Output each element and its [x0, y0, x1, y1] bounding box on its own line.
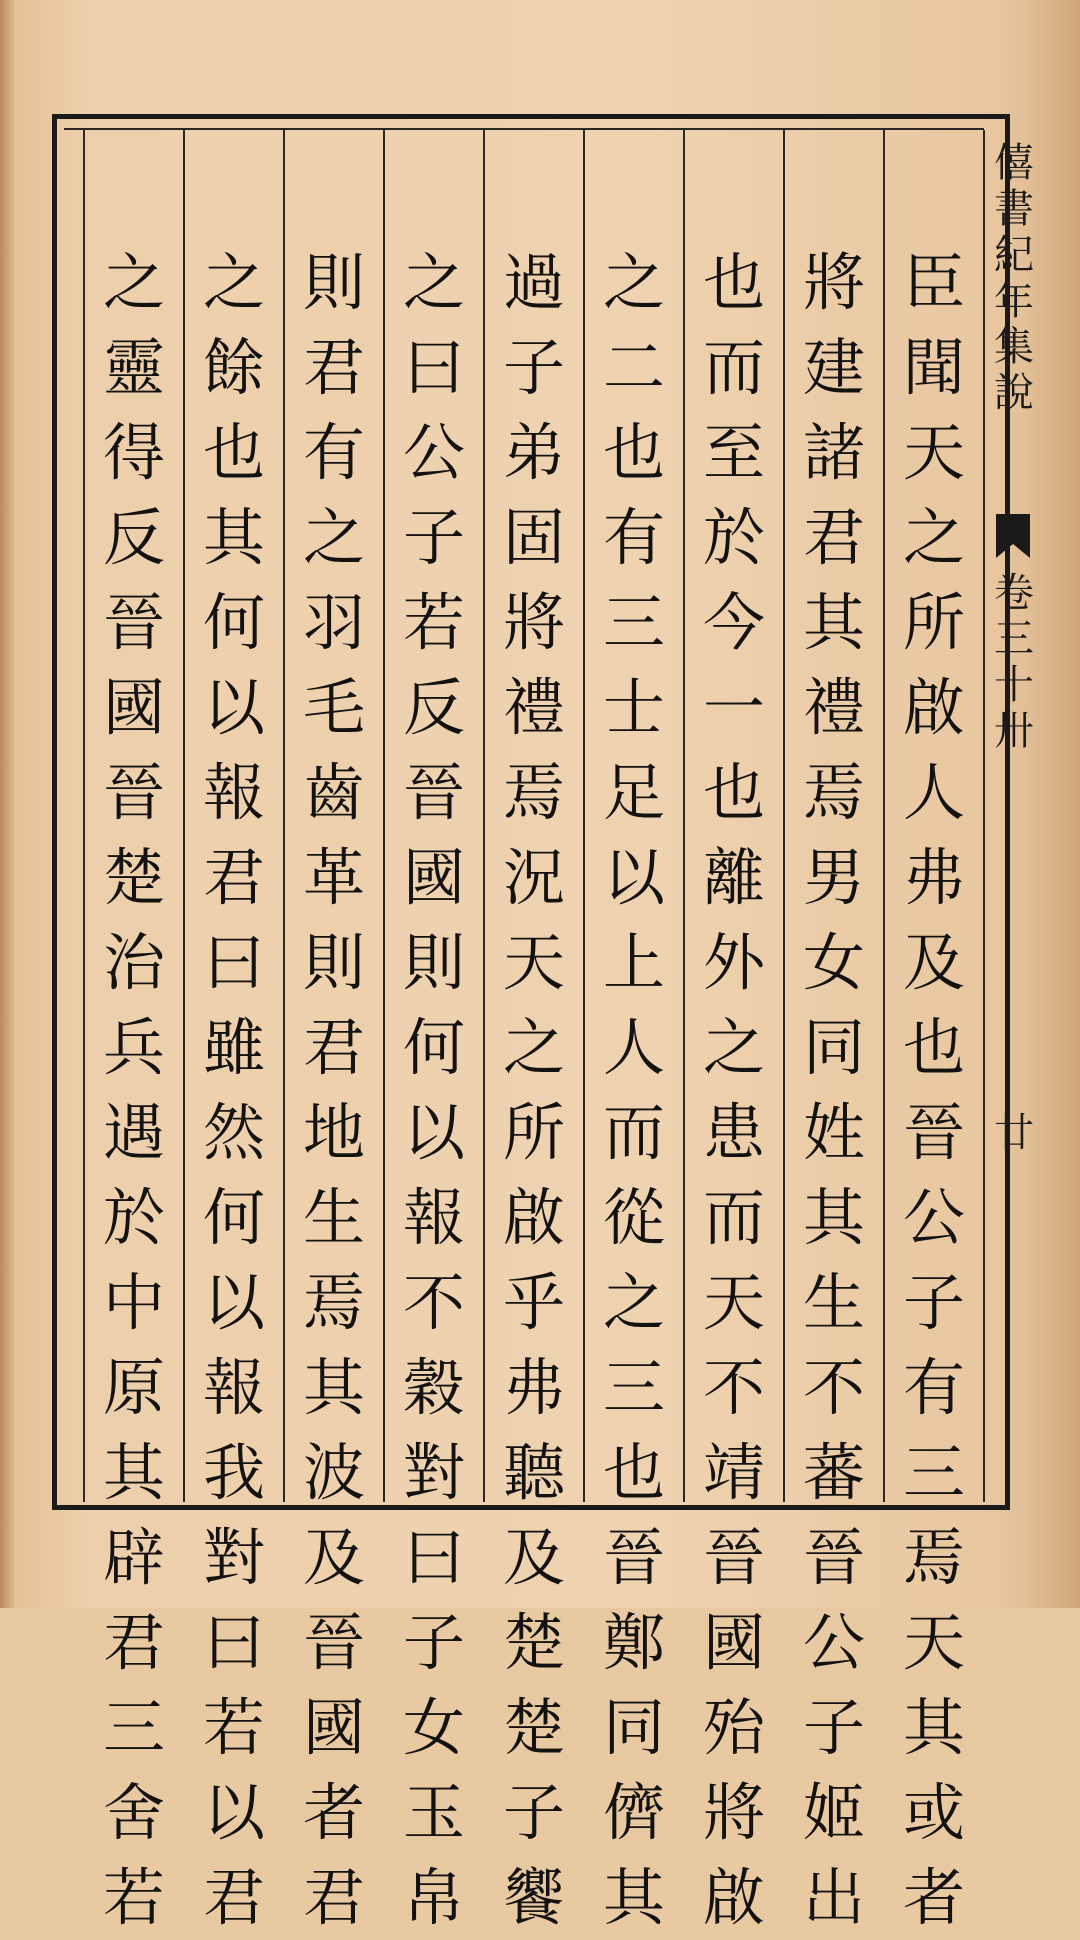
- glyph: 今: [702, 586, 765, 659]
- glyph: 子: [902, 1266, 965, 1339]
- glyph: 三: [602, 586, 665, 659]
- glyph: 以: [202, 1266, 265, 1339]
- text-column: [184, 240, 284, 1934]
- margin-juan-label: 卷 三 十 卅: [994, 570, 1034, 754]
- glyph: 公: [402, 416, 465, 489]
- glyph: 報: [202, 756, 265, 829]
- glyph: 諸: [802, 416, 865, 489]
- glyph: 晉: [902, 1096, 965, 1169]
- glyph: 男: [802, 841, 865, 914]
- glyph: 之: [302, 501, 365, 574]
- glyph: 齒: [302, 756, 365, 829]
- glyph: 而: [602, 1096, 665, 1169]
- glyph: 人: [902, 756, 965, 829]
- glyph: 君: [202, 841, 265, 914]
- text-column: [784, 240, 884, 1934]
- glyph: 曰: [202, 926, 265, 999]
- glyph: 君: [302, 1861, 365, 1934]
- glyph: 則: [302, 246, 365, 319]
- glyph: 之: [902, 501, 965, 574]
- glyph: 鄭: [602, 1606, 665, 1679]
- glyph: 反: [102, 501, 165, 574]
- glyph: 之: [702, 1011, 765, 1084]
- glyph: 之: [602, 1266, 665, 1339]
- glyph: 則: [302, 926, 365, 999]
- glyph: 靖: [702, 1436, 765, 1509]
- glyph: 玉: [402, 1776, 465, 1849]
- page-binding-edge: [0, 0, 14, 1608]
- glyph: 其: [102, 1436, 165, 1509]
- glyph: 楚: [102, 841, 165, 914]
- glyph: 子: [402, 1606, 465, 1679]
- glyph: 殆: [702, 1691, 765, 1764]
- glyph: 也: [702, 756, 765, 829]
- glyph: 三: [102, 1691, 165, 1764]
- glyph: 者: [302, 1776, 365, 1849]
- glyph: 若: [102, 1861, 165, 1934]
- glyph: 弟: [502, 416, 565, 489]
- glyph: 女: [402, 1691, 465, 1764]
- glyph: 禮: [802, 671, 865, 744]
- text-column: [684, 240, 784, 1934]
- glyph: 中: [102, 1266, 165, 1339]
- glyph: 君: [802, 501, 865, 574]
- glyph: 生: [802, 1266, 865, 1339]
- glyph: 禮: [502, 671, 565, 744]
- glyph: 及: [302, 1521, 365, 1594]
- glyph: 將: [702, 1776, 765, 1849]
- margin-page-number: 廿: [994, 1110, 1034, 1156]
- glyph: 姬: [802, 1776, 865, 1849]
- glyph: 足: [602, 756, 665, 829]
- glyph: 君: [302, 1011, 365, 1084]
- glyph: 子: [502, 331, 565, 404]
- glyph: 之: [202, 246, 265, 319]
- glyph: 或: [902, 1776, 965, 1849]
- glyph: 君: [302, 331, 365, 404]
- glyph: 建: [802, 331, 865, 404]
- glyph: 其: [802, 586, 865, 659]
- glyph: 焉: [502, 756, 565, 829]
- glyph: 天: [502, 926, 565, 999]
- glyph: 我: [202, 1436, 265, 1509]
- glyph: 以: [202, 671, 265, 744]
- glyph: 所: [502, 1096, 565, 1169]
- glyph: 以: [202, 1776, 265, 1849]
- glyph: 二: [602, 331, 665, 404]
- glyph: 報: [202, 1351, 265, 1424]
- glyph: 天: [702, 1266, 765, 1339]
- glyph: 焉: [302, 1266, 365, 1339]
- glyph: 三: [902, 1436, 965, 1509]
- glyph: 穀: [402, 1351, 465, 1424]
- text-column: [284, 240, 384, 1934]
- glyph: 君: [202, 1861, 265, 1934]
- glyph: 然: [202, 1096, 265, 1169]
- glyph: 對: [202, 1521, 265, 1594]
- glyph: 帛: [402, 1861, 465, 1934]
- glyph: 生: [302, 1181, 365, 1254]
- glyph: 其: [902, 1691, 965, 1764]
- glyph: 有: [602, 501, 665, 574]
- glyph: 報: [402, 1181, 465, 1254]
- glyph: 晉: [102, 756, 165, 829]
- glyph: 患: [702, 1096, 765, 1169]
- glyph: 而: [702, 1181, 765, 1254]
- glyph: 其: [302, 1351, 365, 1424]
- glyph: 者: [902, 1861, 965, 1934]
- glyph: 也: [902, 1011, 965, 1084]
- fish-tail-icon: [996, 514, 1030, 558]
- glyph: 其: [202, 501, 265, 574]
- glyph: 則: [402, 926, 465, 999]
- glyph: 所: [902, 586, 965, 659]
- glyph: 而: [702, 331, 765, 404]
- glyph: 過: [502, 246, 565, 319]
- glyph: 有: [302, 416, 365, 489]
- glyph: 蕃: [802, 1436, 865, 1509]
- glyph: 三: [602, 1351, 665, 1424]
- glyph: 同: [602, 1691, 665, 1764]
- glyph: 弗: [902, 841, 965, 914]
- glyph: 舍: [102, 1776, 165, 1849]
- glyph: 何: [402, 1011, 465, 1084]
- glyph: 辟: [102, 1521, 165, 1594]
- glyph: 治: [102, 926, 165, 999]
- glyph: 公: [802, 1606, 865, 1679]
- glyph: 儕: [602, 1776, 665, 1849]
- glyph: 之: [402, 246, 465, 319]
- glyph: 革: [302, 841, 365, 914]
- glyph: 之: [102, 246, 165, 319]
- glyph: 地: [302, 1096, 365, 1169]
- glyph: 公: [902, 1181, 965, 1254]
- glyph: 楚: [502, 1606, 565, 1679]
- glyph: 天: [902, 1606, 965, 1679]
- glyph: 反: [402, 671, 465, 744]
- glyph: 上: [602, 926, 665, 999]
- glyph: 不: [402, 1266, 465, 1339]
- glyph: 聞: [902, 331, 965, 404]
- glyph: 曰: [402, 1521, 465, 1594]
- glyph: 啟: [702, 1861, 765, 1934]
- glyph: 外: [702, 926, 765, 999]
- glyph: 弗: [502, 1351, 565, 1424]
- glyph: 焉: [802, 756, 865, 829]
- glyph: 也: [202, 416, 265, 489]
- glyph: 子: [402, 501, 465, 574]
- glyph: 女: [802, 926, 865, 999]
- glyph: 毛: [302, 671, 365, 744]
- glyph: 餘: [202, 331, 265, 404]
- glyph: 何: [202, 586, 265, 659]
- glyph: 也: [702, 246, 765, 319]
- glyph: 國: [302, 1691, 365, 1764]
- glyph: 國: [402, 841, 465, 914]
- text-column: [484, 240, 584, 1934]
- glyph: 對: [402, 1436, 465, 1509]
- glyph: 國: [102, 671, 165, 744]
- glyph: 於: [102, 1181, 165, 1254]
- glyph: 臣: [902, 246, 965, 319]
- glyph: 若: [202, 1691, 265, 1764]
- glyph: 以: [402, 1096, 465, 1169]
- glyph: 靈: [102, 331, 165, 404]
- text-column: [84, 240, 184, 1934]
- glyph: 其: [602, 1861, 665, 1934]
- glyph: 子: [802, 1691, 865, 1764]
- glyph: 及: [902, 926, 965, 999]
- glyph: 將: [502, 586, 565, 659]
- glyph: 得: [102, 416, 165, 489]
- glyph: 兵: [102, 1011, 165, 1084]
- glyph: 聽: [502, 1436, 565, 1509]
- glyph: 之: [602, 246, 665, 319]
- text-column: [584, 240, 684, 1934]
- frame-inner-rule: [64, 128, 984, 130]
- glyph: 焉: [902, 1521, 965, 1594]
- glyph: 曰: [202, 1606, 265, 1679]
- glyph: 其: [802, 1181, 865, 1254]
- text-column: [884, 240, 984, 1934]
- margin-title: 僖 書 紀 年 集 說: [994, 140, 1034, 416]
- glyph: 楚: [502, 1691, 565, 1764]
- glyph: 以: [602, 841, 665, 914]
- glyph: 君: [102, 1606, 165, 1679]
- glyph: 人: [602, 1011, 665, 1084]
- glyph: 饗: [502, 1861, 565, 1934]
- glyph: 不: [702, 1351, 765, 1424]
- glyph: 遇: [102, 1096, 165, 1169]
- glyph: 晉: [302, 1606, 365, 1679]
- glyph: 固: [502, 501, 565, 574]
- glyph: 何: [202, 1181, 265, 1254]
- glyph: 啟: [502, 1181, 565, 1254]
- glyph: 天: [902, 416, 965, 489]
- glyph: 從: [602, 1181, 665, 1254]
- glyph: 晉: [402, 756, 465, 829]
- glyph: 若: [402, 586, 465, 659]
- glyph: 雖: [202, 1011, 265, 1084]
- glyph: 也: [602, 1436, 665, 1509]
- glyph: 將: [802, 246, 865, 319]
- glyph: 出: [802, 1861, 865, 1934]
- glyph: 不: [802, 1351, 865, 1424]
- glyph: 一: [702, 671, 765, 744]
- glyph: 之: [502, 1011, 565, 1084]
- glyph: 曰: [402, 331, 465, 404]
- glyph: 姓: [802, 1096, 865, 1169]
- glyph: 晉: [602, 1521, 665, 1594]
- glyph: 同: [802, 1011, 865, 1084]
- glyph: 至: [702, 416, 765, 489]
- glyph: 晉: [802, 1521, 865, 1594]
- glyph: 原: [102, 1351, 165, 1424]
- glyph: 羽: [302, 586, 365, 659]
- glyph: 及: [502, 1521, 565, 1594]
- text-column: [384, 240, 484, 1934]
- glyph: 有: [902, 1351, 965, 1424]
- glyph: 晉: [102, 586, 165, 659]
- glyph: 離: [702, 841, 765, 914]
- glyph: 士: [602, 671, 665, 744]
- glyph: 況: [502, 841, 565, 914]
- glyph: 乎: [502, 1266, 565, 1339]
- glyph: 啟: [902, 671, 965, 744]
- glyph: 晉: [702, 1521, 765, 1594]
- glyph: 國: [702, 1606, 765, 1679]
- glyph: 於: [702, 501, 765, 574]
- glyph: 也: [602, 416, 665, 489]
- glyph: 子: [502, 1776, 565, 1849]
- glyph: 波: [302, 1436, 365, 1509]
